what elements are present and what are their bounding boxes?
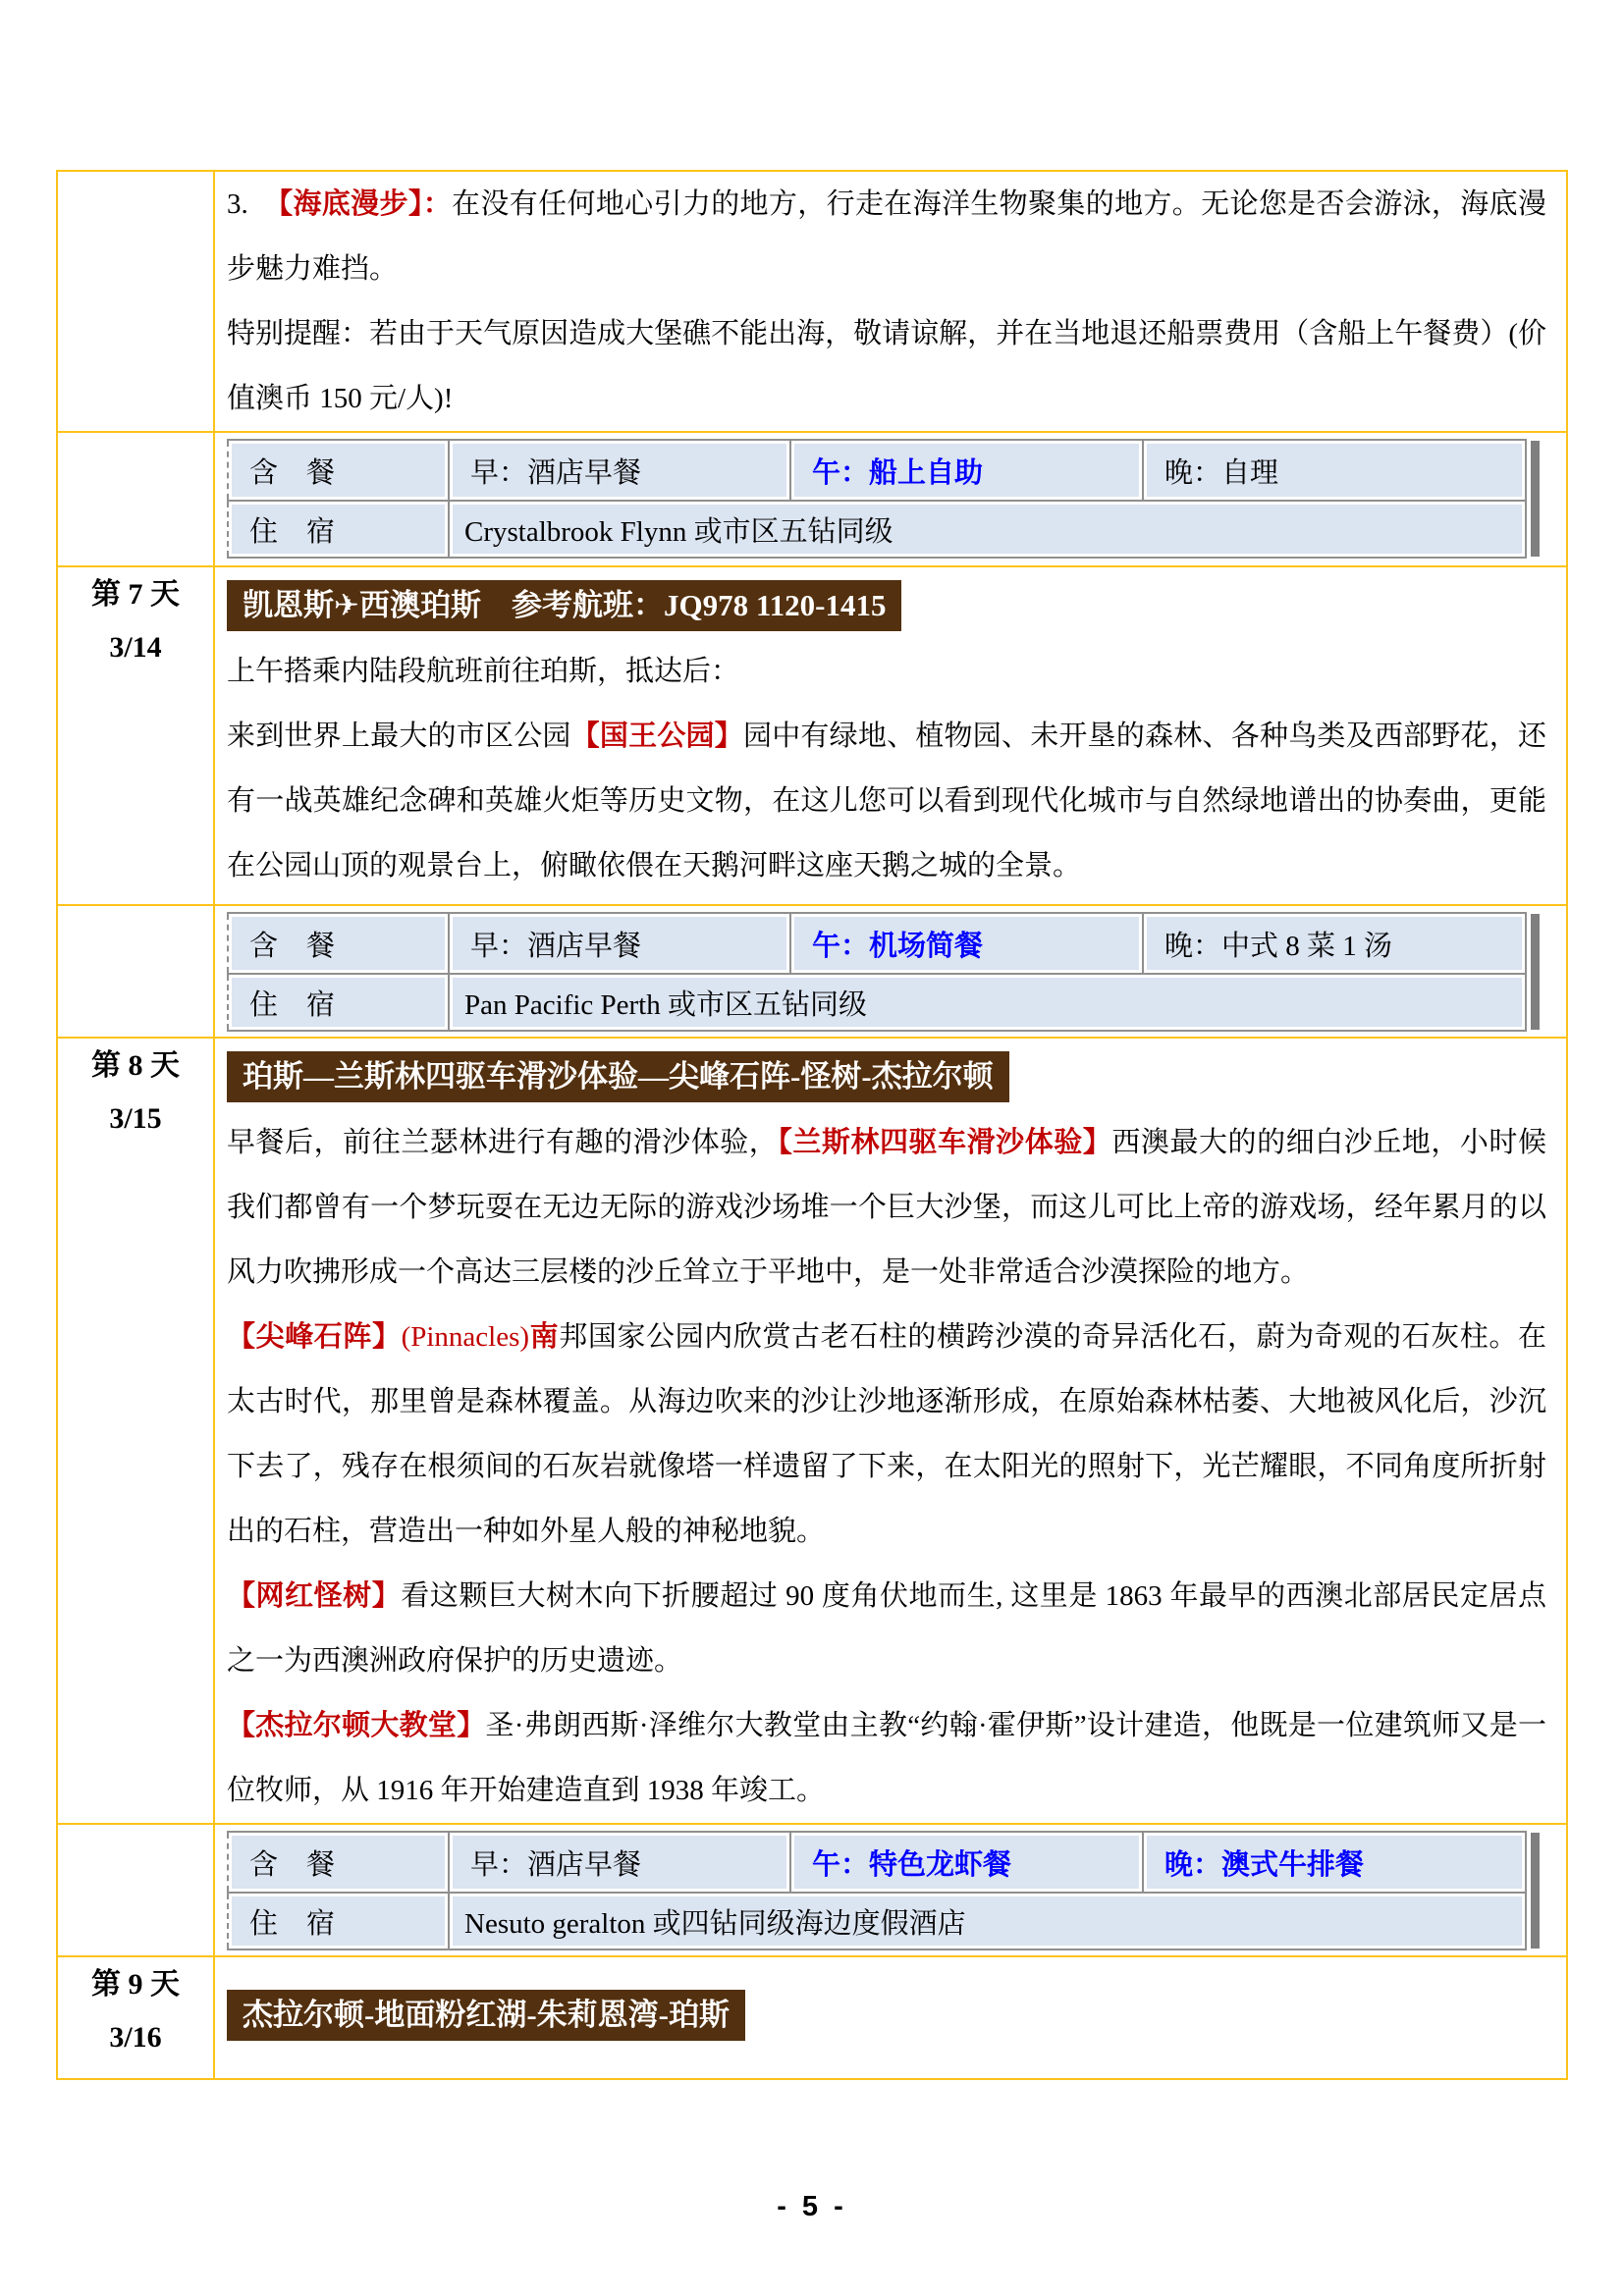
- text-segment: 园中有绿地、植物园、未开垦的森林、各种鸟类及西部野花，还有一战英雄纪念碑和英雄火炬等历史文物，在这儿您可以看到现代化城市与自然绿地谱出的协奏曲，更能在公园山顶的观景台上，俯瞰依偎在天鹅河畔这座天鹅之城的全景。: [227, 721, 1546, 881]
- day7-route-banner: 凯恩斯✈西澳珀斯 参考航班：JQ978 1120-1415: [227, 580, 901, 631]
- highlight-pinnacles-suffix: 南: [529, 1321, 560, 1353]
- highlight-leaning-tree: 【网红怪树】: [227, 1580, 402, 1612]
- day7-label: 第 7 天: [91, 578, 180, 611]
- stay-label: 住 宿: [232, 1896, 445, 1946]
- dinner-value: 晚：澳式牛排餐: [1147, 1836, 1522, 1889]
- row-meals-1: [57, 432, 1567, 566]
- meal-label: 含 餐: [232, 1836, 445, 1889]
- meal-table-1: [227, 439, 1566, 559]
- dinner-value: 晚：中式 8 菜 1 汤: [1147, 917, 1522, 970]
- day8-date: 3/15: [109, 1102, 162, 1135]
- stay-label: 住 宿: [232, 505, 445, 554]
- table-shadow: [1531, 914, 1540, 1030]
- day8-route-banner: 珀斯—兰斯林四驱车滑沙体验—尖峰石阵-怪树-杰拉尔顿: [227, 1051, 1009, 1102]
- day7-paragraph-1: 上午搭乘内陆段航班前往珀斯，抵达后：: [227, 656, 740, 687]
- row-day8: [57, 1038, 1567, 1824]
- row-day7: [57, 566, 1567, 905]
- day8-content: [214, 1038, 1567, 1824]
- day8-label: 第 8 天: [91, 1049, 180, 1082]
- breakfast-value: 早：酒店早餐: [453, 1836, 786, 1889]
- seawalk-paragraph: [227, 172, 1546, 301]
- day9-label-cell: [57, 1956, 214, 2079]
- hotel-value: Pan Pacific Perth 或市区五钻同级: [453, 978, 1522, 1027]
- day8-paragraph-1: [227, 1110, 1546, 1305]
- text-segment: 来到世界上最大的市区公园: [227, 721, 571, 752]
- special-notice: 特别提醒：若由于天气原因造成大堡礁不能出海，敬请谅解，并在当地退还船票费用（含船上午餐费）(价值澳币 150 元/人)!: [227, 318, 1546, 414]
- text-segment: 圣·弗朗西斯·泽维尔大教堂由主教“约翰·霍伊斯”设计建造，他既是一位建筑师又是一位牧师，从 1916 年开始建造直到 1938 年竣工。: [227, 1710, 1546, 1806]
- row-day9: [57, 1956, 1567, 2079]
- highlight-pinnacles: 【尖峰石阵】: [227, 1321, 402, 1353]
- meal-label: 含 餐: [232, 444, 445, 497]
- row-seawalk: [57, 171, 1567, 432]
- breakfast-value: 早：酒店早餐: [453, 917, 786, 970]
- day9-content: [214, 1956, 1567, 2079]
- meals-cell: [214, 1824, 1567, 1956]
- day7-paragraph-2: [227, 704, 1546, 898]
- text-segment: 看这颗巨大树木向下折腰超过 90 度角伏地而生, 这里是 1863 年最早的西澳北部居民定居点之一为西澳洲政府保护的历史遗迹。: [227, 1580, 1546, 1677]
- meals-cell: [214, 905, 1567, 1038]
- text-segment: 邦国家公园内欣赏古老石柱的横跨沙漠的奇异活化石，蔚为奇观的石灰柱。在太古时代，那里曾是森林覆盖。从海边吹来的沙让沙地逐渐形成，在原始森林枯萎、大地被风化后，沙沉下去了，残存在根须间的石灰岩就像塔一样遗留了下来，在太阳光的照射下，光芒耀眼，不同角度所折射出的石柱，营造出一种如外星人般的神秘地貌。: [227, 1321, 1546, 1547]
- itinerary-table: [56, 170, 1568, 2080]
- day8-paragraph-4: [227, 1693, 1546, 1823]
- day7-label-cell: [57, 566, 214, 905]
- hotel-value: Crystalbrook Flynn 或市区五钻同级: [453, 505, 1522, 554]
- day-cell-empty: [57, 1824, 214, 1956]
- day9-date: 3/16: [109, 2021, 162, 2054]
- day7-date: 3/14: [109, 631, 162, 664]
- lunch-value: 午：机场简餐: [794, 917, 1139, 970]
- highlight-cathedral: 【杰拉尔顿大教堂】: [227, 1710, 486, 1741]
- dinner-value: 晚：自理: [1147, 444, 1522, 497]
- list-number: 3.: [227, 188, 248, 220]
- highlight-kings-park: 【国王公园】: [570, 721, 743, 752]
- day8-paragraph-2: [227, 1305, 1546, 1564]
- seawalk-text: 在没有任何地心引力的地方，行走在海洋生物聚集的地方。无论您是否会游泳，海底漫步魅力难挡。: [227, 188, 1546, 285]
- row-meals-3: [57, 1824, 1567, 1956]
- highlight-sandboarding: 【兰斯林四驱车滑沙体验】: [778, 1127, 1112, 1158]
- breakfast-value: 早：酒店早餐: [453, 444, 786, 497]
- day8-label-cell: [57, 1038, 214, 1824]
- day-cell-empty: [57, 905, 214, 1038]
- meal-label: 含 餐: [232, 917, 445, 970]
- hotel-value: Nesuto geralton 或四钻同级海边度假酒店: [453, 1896, 1522, 1946]
- stay-label: 住 宿: [232, 978, 445, 1027]
- meal-table-2: [227, 912, 1566, 1032]
- table-shadow: [1531, 441, 1540, 557]
- highlight-pinnacles-en: (Pinnacles): [401, 1321, 530, 1353]
- page-number: - 5 -: [777, 2191, 847, 2222]
- row-meals-2: [57, 905, 1567, 1038]
- text-segment: 西澳最大的的细白沙丘地，小时候我们都曾有一个梦玩耍在无边无际的游戏沙场堆一个巨大沙堡，而这儿可比上帝的游戏场，经年累月的以风力吹拂形成一个高达三层楼的沙丘耸立于平地中，是一处非常适合沙漠探险的地方。: [227, 1127, 1546, 1288]
- day8-paragraph-3: [227, 1564, 1546, 1693]
- lunch-value: 午：特色龙虾餐: [794, 1836, 1139, 1889]
- highlight-seawalk: 【海底漫步】：: [263, 188, 453, 220]
- table-shadow: [1531, 1833, 1540, 1949]
- meal-table-3: [227, 1831, 1566, 1950]
- day9-route-banner: 杰拉尔顿-地面粉红湖-朱莉恩湾-珀斯: [227, 1990, 745, 2041]
- day7-content: [214, 566, 1567, 905]
- day9-label: 第 9 天: [91, 1968, 180, 2001]
- lunch-value: 午：船上自助: [794, 444, 1139, 497]
- day-cell-empty: [57, 432, 214, 566]
- seawalk-content: [214, 171, 1567, 432]
- text-segment: 早餐后，前往兰瑟林进行有趣的滑沙体验，: [227, 1127, 779, 1158]
- meals-cell: [214, 432, 1567, 566]
- day-cell-empty: [57, 171, 214, 432]
